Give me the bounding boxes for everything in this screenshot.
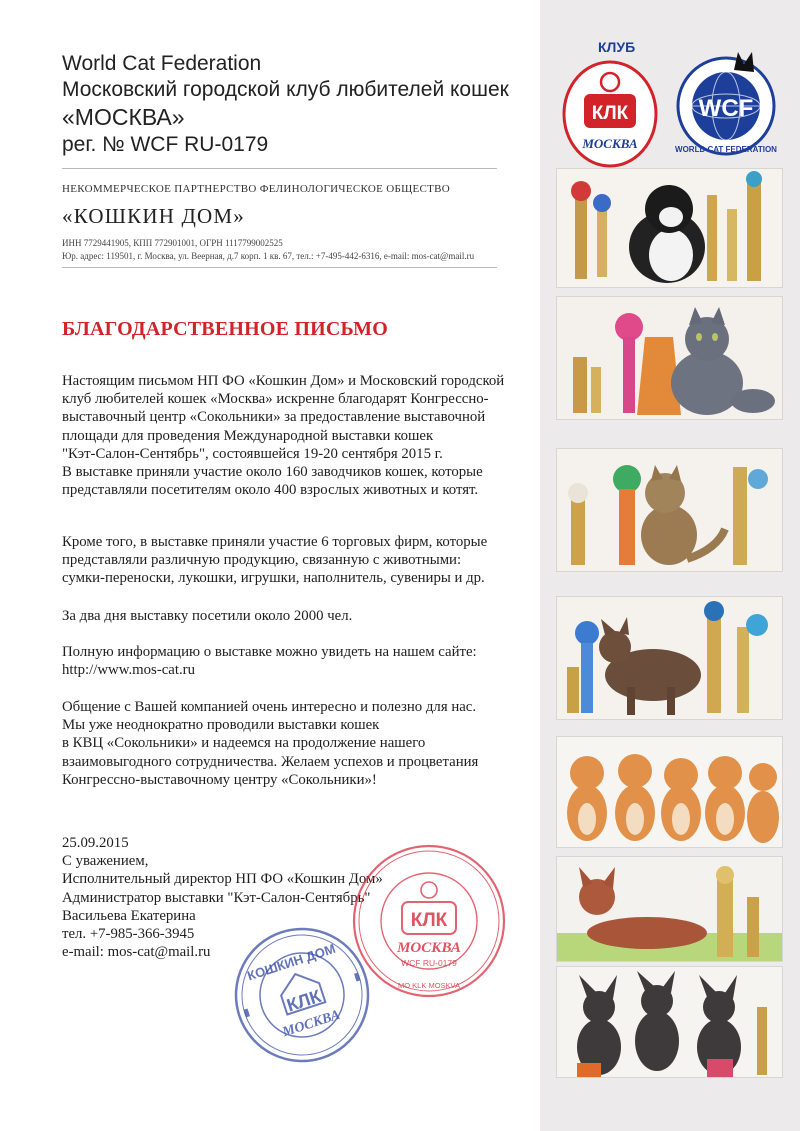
wcf-logo: [672, 48, 780, 156]
club-name: Московский городской клуб любителей кошек: [62, 78, 509, 101]
paragraph-2: [62, 533, 487, 588]
klk-club-text: КЛУБ: [598, 39, 636, 55]
org-name: «КОШКИН ДОМ»: [62, 204, 245, 228]
text-line: Мы уже неоднократно проводили выставки кошек: [62, 717, 380, 734]
cat-photo: [556, 296, 783, 420]
text-line: В выставке приняли участие около 160 заводчиков кошек, которые: [62, 464, 483, 481]
email: e-mail: mos-cat@mail.ru: [62, 944, 211, 961]
stamp-reg-text: WCF RU-0179: [401, 958, 457, 968]
paragraph-5: [62, 698, 478, 789]
org-address: Юр. адрес: 119501, г. Москва, ул. Веерная, д.7 корп. 1 кв. 67, тел.: +7-495-442-6316, e-mail: mos-cat@mail.ru: [62, 251, 475, 261]
text-line: площади для проведения Международной выставки кошек: [62, 427, 434, 444]
cat-photo: [556, 448, 783, 572]
cat-photo: [556, 736, 783, 848]
text-line: Исполнительный директор НП ФО «Кошкин Дом»: [62, 871, 383, 888]
cat-photo: [556, 168, 783, 288]
header-divider: [62, 168, 497, 169]
phone: тел. +7-985-366-3945: [62, 926, 195, 943]
website-url: http://www.mos-cat.ru: [62, 662, 196, 679]
org-type: НЕКОММЕРЧЕСКОЕ ПАРТНЕРСТВО ФЕЛИНОЛОГИЧЕСКОЕ ОБЩЕСТВО: [62, 183, 451, 195]
stamp-city-text: МОСКВА: [280, 1007, 343, 1041]
wcf-ring-text: WORLD CAT FEDERATION: [675, 145, 777, 154]
klk-club-logo: [560, 30, 662, 170]
text-line: сумки-переноски, лукошки, игрушки, наполнитель, сувениры и др.: [62, 570, 485, 587]
text-line: Кроме того, в выставке приняли участие 6 торговых фирм, которые: [62, 534, 488, 550]
cat-photo: [556, 966, 783, 1078]
text-line: представляли посетителям около 400 взрослых животных и котят.: [62, 482, 479, 499]
stamp-house-text: КОШКИН ДОМ: [245, 940, 338, 984]
stamp-code-text: MO KLK MOSKVA: [398, 981, 460, 990]
stamp-klk-text: КЛК: [284, 985, 324, 1016]
org-requisites: ИНН 7729441905, КПП 772901001, ОГРН 1117799002525: [62, 238, 283, 248]
wcf-title: World Cat Federation: [62, 52, 262, 75]
text-line: За два дня выставку посетили около 2000 чел.: [62, 608, 353, 624]
wcf-letters: WCF: [698, 95, 754, 122]
stamp-klk-text: КЛК: [410, 910, 448, 931]
paragraph-4: [62, 643, 477, 679]
signer-name: Васильева Екатерина: [62, 907, 196, 924]
stamp-city-text: МОСКВА: [397, 940, 461, 956]
cat-photo: [556, 596, 783, 720]
text-line: представляли различную продукцию, связанную с животными:: [62, 552, 462, 569]
text-line: в КВЦ «Сокольники» и надеемся на продолжение нашего: [62, 735, 426, 752]
paragraph-1: [62, 372, 504, 499]
text-line: "Кэт-Салон-Сентябрь", состоявшейся 19-20 сентября 2015 г.: [62, 445, 443, 462]
club-moscow: «МОСКВА»: [62, 104, 185, 130]
text-line: Настоящим письмом НП ФО «Кошкин Дом» и Московский городской: [62, 373, 505, 389]
registration-number: рег. № WCF RU-0179: [62, 133, 269, 156]
text-line: С уважением,: [62, 853, 149, 870]
text-line: выставочный центр «Сокольники» за предоставление выставочной: [62, 409, 486, 426]
klk-city-text: МОСКВА: [582, 136, 638, 151]
letter-date: 25.09.2015: [62, 835, 129, 851]
requisites-divider: [62, 267, 497, 268]
klk-letters: КЛК: [591, 103, 629, 124]
text-line: взаимовыгодного сотрудничества. Желаем успехов и процветания: [62, 753, 479, 770]
text-line: Общение с Вашей компанией очень интересно и полезно для нас.: [62, 699, 477, 715]
paragraph-3: [62, 607, 352, 625]
text-line: Полную информацию о выставке можно увидеть на нашем сайте:: [62, 644, 477, 660]
text-line: Администратор выставки "Кэт-Салон-Сентябрь": [62, 889, 371, 906]
text-line: клуб любителей кошек «Москва» искренне благодарят Конгрессно-: [62, 391, 489, 408]
text-line: Конгрессно-выставочному центру «Сокольники»!: [62, 771, 377, 788]
letter-title: БЛАГОДАРСТВЕННОЕ ПИСЬМО: [62, 318, 389, 340]
cat-photo: [556, 856, 783, 962]
klk-moscow-stamp: [350, 842, 508, 1000]
